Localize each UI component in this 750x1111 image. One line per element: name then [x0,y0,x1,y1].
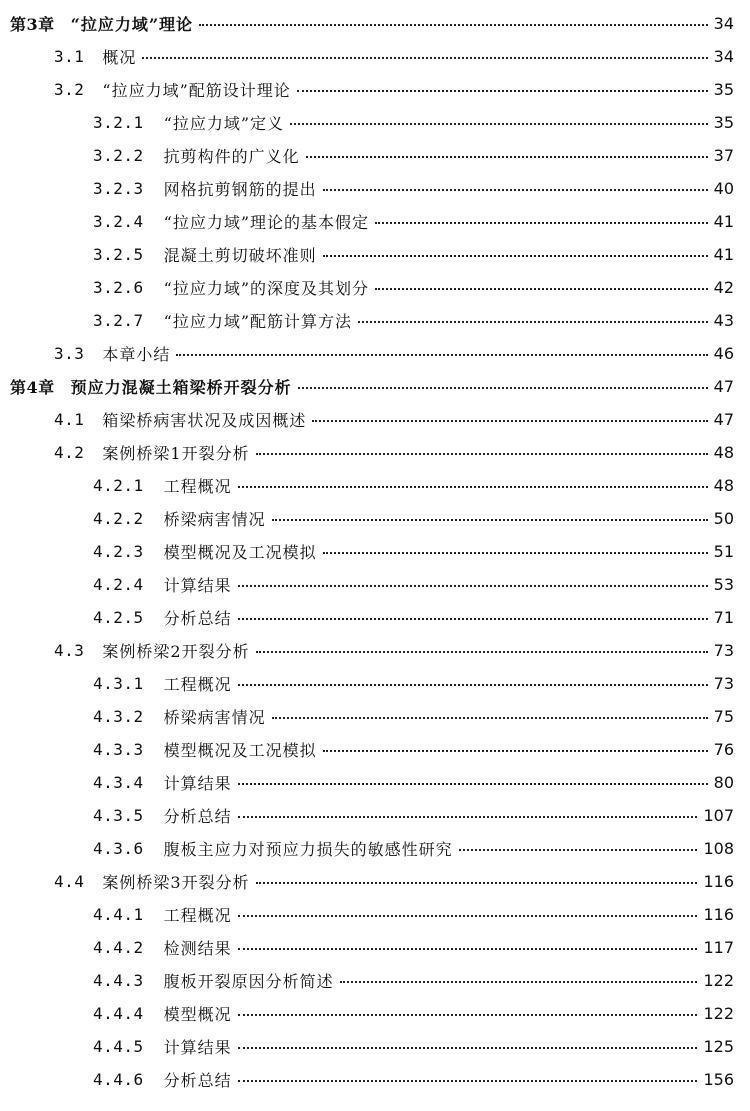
toc-entry-title: 模型概况 [163,1004,232,1024]
toc-entry-number: 4.2.5 [93,607,144,627]
toc-entry-4-4-3[interactable] [93,965,734,995]
toc-entry-number: 3.1 [54,46,85,66]
toc-entry-page: 80 [713,772,734,792]
toc-entry-4-3[interactable] [54,635,734,665]
dot-leader [323,189,708,191]
dot-leader [238,585,708,587]
toc-entry-page: 47 [713,376,734,396]
toc-entry-number: 4.3.5 [93,805,144,825]
toc-entry-title: 腹板开裂原因分析简述 [163,971,334,991]
toc-entry-page: 73 [713,640,734,660]
toc-entry-4-2[interactable] [54,437,734,467]
toc-entry-title: 网格抗剪钢筋的提出 [163,179,317,199]
toc-entry-3-2[interactable] [54,74,734,104]
toc-entry-page: 116 [703,871,734,891]
toc-entry-page: 51 [713,541,734,561]
dot-leader [323,552,708,554]
toc-entry-number: 3.2.3 [93,178,144,198]
toc-entry-page: 75 [713,706,734,726]
toc-entry-number: 4.3.4 [93,772,144,792]
toc-entry-page: 48 [713,475,734,495]
toc-entry-number: 3.2.4 [93,211,144,231]
toc-entry-page: 48 [713,442,734,462]
dot-leader [256,453,708,455]
toc-entry-title: 分析总结 [163,1070,232,1090]
toc-entry-number: 4.4.2 [93,937,144,957]
toc-entry-number: 4.2.3 [93,541,144,561]
toc-entry-number: 第4章 [10,377,55,397]
toc-entry-title: 抗剪构件的广义化 [163,146,300,166]
toc-entry-page: 41 [713,211,734,231]
toc-entry-title: 工程概况 [163,905,232,925]
dot-leader [238,816,698,818]
toc-entry-title: 案例桥梁1开裂分析 [102,443,250,463]
toc-entry-number: 4.4 [54,871,85,891]
toc-entry-4-4-6[interactable] [93,1064,734,1094]
dot-leader [306,156,708,158]
toc-entry-page: 35 [713,112,734,132]
toc-entry-page: 41 [713,244,734,264]
toc-entry-page: 71 [713,607,734,627]
dot-leader [375,222,708,224]
toc-entry-4-2-1[interactable] [93,470,734,500]
toc-entry-page: 76 [713,739,734,759]
toc-entry-4-1[interactable] [54,404,734,434]
toc-entry-page: 35 [713,79,734,99]
toc-entry-page: 122 [703,970,734,990]
toc-entry-page: 73 [713,673,734,693]
toc-entry-4-2-2[interactable] [93,503,734,533]
toc-entry-4-3-1[interactable] [93,668,734,698]
toc-entry-title: 案例桥梁3开裂分析 [102,872,250,892]
dot-leader [238,948,698,950]
toc-entry-title: 箱梁桥病害状况及成因概述 [102,410,307,430]
dot-leader [323,255,708,257]
toc-entry-title: 预应力混凝土箱梁桥开裂分析 [70,377,292,397]
toc-entry-number: 4.4.3 [93,970,144,990]
toc-entry-title: 计算结果 [163,773,232,793]
dot-leader [298,387,708,389]
toc-entry-page: 125 [703,1036,734,1056]
toc-entry-number: 3.2 [54,79,85,99]
toc-entry-page: 43 [713,310,734,330]
dot-leader [238,486,708,488]
toc-entry-page: 107 [703,805,734,825]
toc-entry-4-4-5[interactable] [93,1031,734,1061]
toc-entry-page: 34 [713,13,734,33]
dot-leader [340,981,698,983]
toc-entry-title: 工程概况 [163,476,232,496]
toc-entry-number: 4.3.6 [93,838,144,858]
toc-entry-title: 概况 [102,47,137,67]
toc-entry-number: 3.2.2 [93,145,144,165]
toc-entry-page: 53 [713,574,734,594]
toc-entry-title: 混凝土剪切破坏准则 [163,245,317,265]
toc-entry-page: 122 [703,1003,734,1023]
toc-entry-title: “拉应力域”的深度及其划分 [163,278,370,298]
toc-entry-3-2-2[interactable] [93,140,734,170]
toc-entry-3-3[interactable] [54,338,734,368]
toc-entry-4-2-4[interactable] [93,569,734,599]
toc-entry-number: 3.2.5 [93,244,144,264]
toc-entry-title: 计算结果 [163,1037,232,1057]
dot-leader [256,651,708,653]
toc-entry-4-2-3[interactable] [93,536,734,566]
toc-entry-title: 检测结果 [163,938,232,958]
toc-entry-3-2-1[interactable] [93,107,734,137]
toc-entry-title: 腹板主应力对预应力损失的敏感性研究 [163,839,453,859]
dot-leader [312,420,707,422]
toc-entry-4-3-3[interactable] [93,734,734,764]
dot-leader [238,1014,698,1016]
toc-entry-number: 4.2.1 [93,475,144,495]
toc-entry-4-4[interactable] [54,866,734,896]
toc-entry-number: 4.3.2 [93,706,144,726]
toc-entry-3-1[interactable] [54,41,734,71]
toc-entry-4-3-6[interactable] [93,833,734,863]
toc-entry-page: 50 [713,508,734,528]
toc-entry-number: 4.4.1 [93,904,144,924]
toc-entry-chapter-3[interactable] [10,8,734,38]
toc-entry-number: 4.3.3 [93,739,144,759]
toc-entry-page: 117 [703,937,734,957]
dot-leader [375,288,708,290]
toc-entry-page: 156 [703,1069,734,1089]
dot-leader [323,750,708,752]
toc-entry-number: 4.4.4 [93,1003,144,1023]
toc-entry-title: “拉应力域”理论 [70,14,194,34]
toc-entry-4-3-4[interactable] [93,767,734,797]
dot-leader [256,882,698,884]
toc-entry-page: 42 [713,277,734,297]
toc-entry-4-4-4[interactable] [93,998,734,1028]
toc-entry-chapter-4[interactable] [10,371,734,401]
toc-entry-title: “拉应力域”定义 [163,113,285,133]
toc-entry-title: 计算结果 [163,575,232,595]
toc-entry-number: 3.2.7 [93,310,144,330]
toc-entry-number: 第3章 [10,14,55,34]
dot-leader [238,1047,698,1049]
toc-entry-title: 案例桥梁2开裂分析 [102,641,250,661]
toc-entry-3-2-3[interactable] [93,173,734,203]
toc-entry-number: 3.2.1 [93,112,144,132]
toc-entry-3-2-7[interactable] [93,305,734,335]
toc-entry-title: “拉应力域”配筋设计理论 [102,80,291,100]
toc-entry-number: 4.2.4 [93,574,144,594]
dot-leader [459,849,698,851]
toc-entry-page: 116 [703,904,734,924]
toc-entry-4-4-1[interactable] [93,899,734,929]
toc-entry-number: 3.2.6 [93,277,144,297]
dot-leader [238,618,708,620]
dot-leader [272,717,708,719]
toc-entry-number: 4.3.1 [93,673,144,693]
toc-entry-title: “拉应力域”配筋计算方法 [163,311,353,331]
dot-leader [176,354,707,356]
toc-entry-title: 分析总结 [163,806,232,826]
toc-entry-page: 46 [713,343,734,363]
toc-entry-3-2-6[interactable] [93,272,734,302]
dot-leader [238,1080,698,1082]
dot-leader [358,321,708,323]
toc-entry-page: 40 [713,178,734,198]
toc-entry-number: 4.3 [54,640,85,660]
toc-entry-title: 桥梁病害情况 [163,707,266,727]
toc-entry-4-4-2[interactable] [93,932,734,962]
toc-entry-number: 4.2.2 [93,508,144,528]
dot-leader [142,57,707,59]
toc-entry-page: 34 [713,46,734,66]
toc-entry-number: 4.4.6 [93,1069,144,1089]
toc-entry-3-2-4[interactable] [93,206,734,236]
toc-entry-4-3-5[interactable] [93,800,734,830]
toc-entry-title: 模型概况及工况模拟 [163,542,317,562]
toc-entry-page: 47 [713,409,734,429]
dot-leader [238,684,708,686]
toc-entry-3-2-5[interactable] [93,239,734,269]
toc-entry-4-3-2[interactable] [93,701,734,731]
dot-leader [238,915,698,917]
toc-entry-number: 4.2 [54,442,85,462]
toc-entry-title: 桥梁病害情况 [163,509,266,529]
toc-entry-title: 工程概况 [163,674,232,694]
dot-leader [199,24,708,26]
toc-entry-title: 本章小结 [102,344,171,364]
toc-entry-title: 分析总结 [163,608,232,628]
toc-entry-4-2-5[interactable] [93,602,734,632]
toc-entry-number: 4.1 [54,409,85,429]
toc-entry-page: 37 [713,145,734,165]
dot-leader [238,783,708,785]
dot-leader [290,123,708,125]
dot-leader [272,519,708,521]
toc-entry-page: 108 [703,838,734,858]
dot-leader [297,90,708,92]
toc-entry-title: “拉应力域”理论的基本假定 [163,212,370,232]
toc-entry-title: 模型概况及工况模拟 [163,740,317,760]
toc-entry-number: 4.4.5 [93,1036,144,1056]
toc-entry-number: 3.3 [54,343,85,363]
